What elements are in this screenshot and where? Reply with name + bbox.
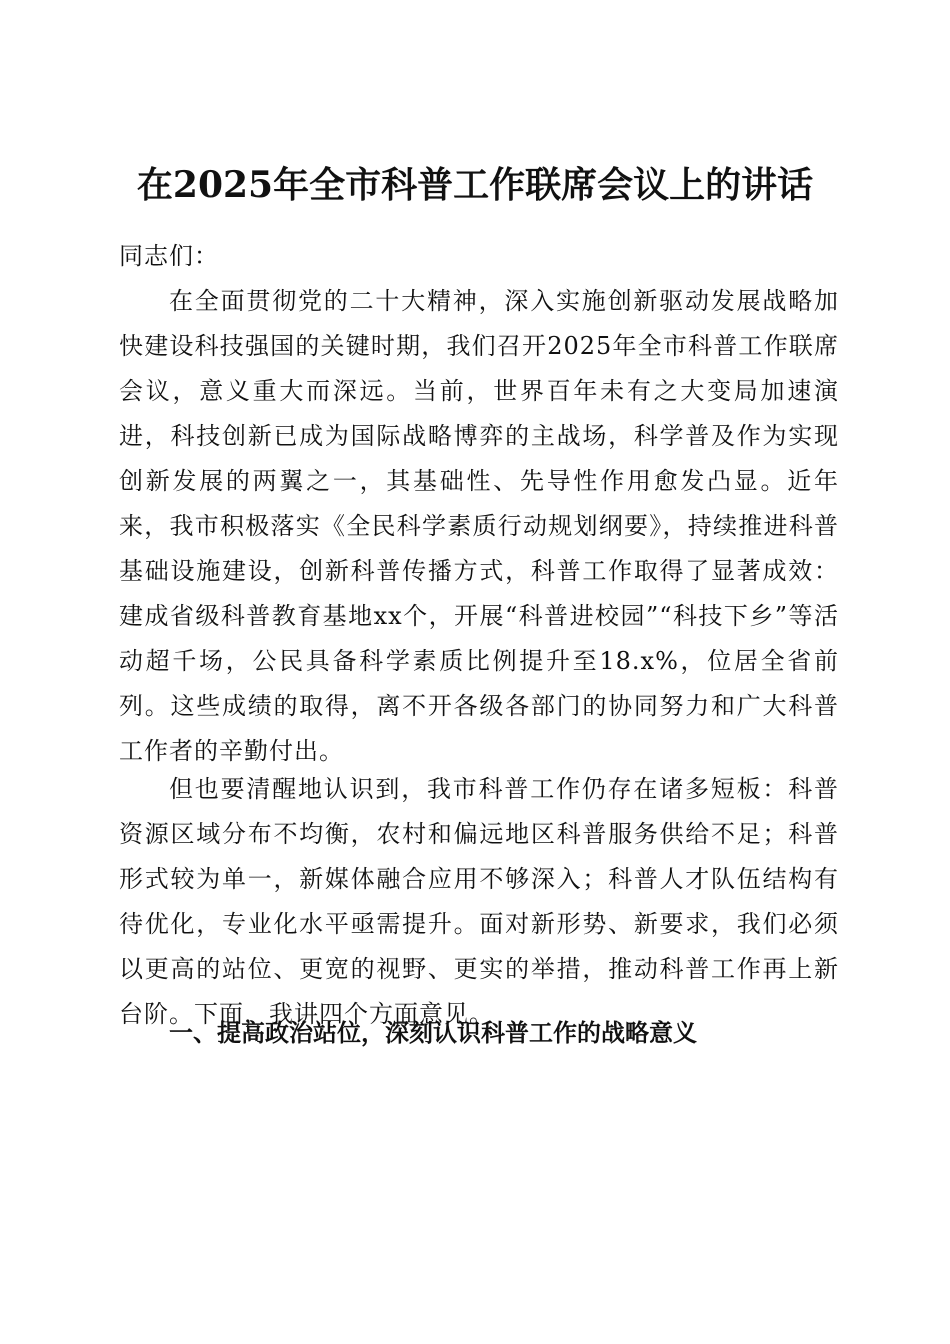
paragraph-1: 在全面贯彻党的二十大精神，深入实施创新驱动发展战略加快建设科技强国的关键时期，我们召开2025年全市科普工作联席会议，意义重大而深远。当前，世界百年未有之大变局加速演进，科技创新已成为国际战略博弈的主战场，科学普及作为实现创新发展的两翼之一，其基础性、先导性作用愈发凸显。近年来，我市积极落实《全民科学素质行动规划纲要》，持续推进科普基础设施建设，创新科普传播方式，科普工作取得了显著成效：建成省级科普教育基地xx个，开展“科普进校园”“科技下乡”等活动超千场，公民具备科学素质比例提升至18.x%，位居全省前列。这些成绩的取得，离不开各级各部门的协同努力和广大科普工作者的辛勤付出。 [119,287,839,765]
section-heading-1: 一、提高政治站位，深刻认识科普工作的战略意义 [169,1019,697,1047]
paragraph-2: 但也要清醒地认识到，我市科普工作仍存在诸多短板：科普资源区域分布不均衡，农村和偏远地区科普服务供给不足；科普形式较为单一，新媒体融合应用不够深入；科普人才队伍结构有待优化，专业化水平亟需提升。面对新形势、新要求，我们必须以更高的站位、更宽的视野、更实的举措，推动科普工作再上新台阶。下面，我讲四个方面意见。 [119,775,839,1028]
salutation: 同志们： [119,242,219,270]
document-title: 在2025年全市科普工作联席会议上的讲话 [136,164,814,207]
